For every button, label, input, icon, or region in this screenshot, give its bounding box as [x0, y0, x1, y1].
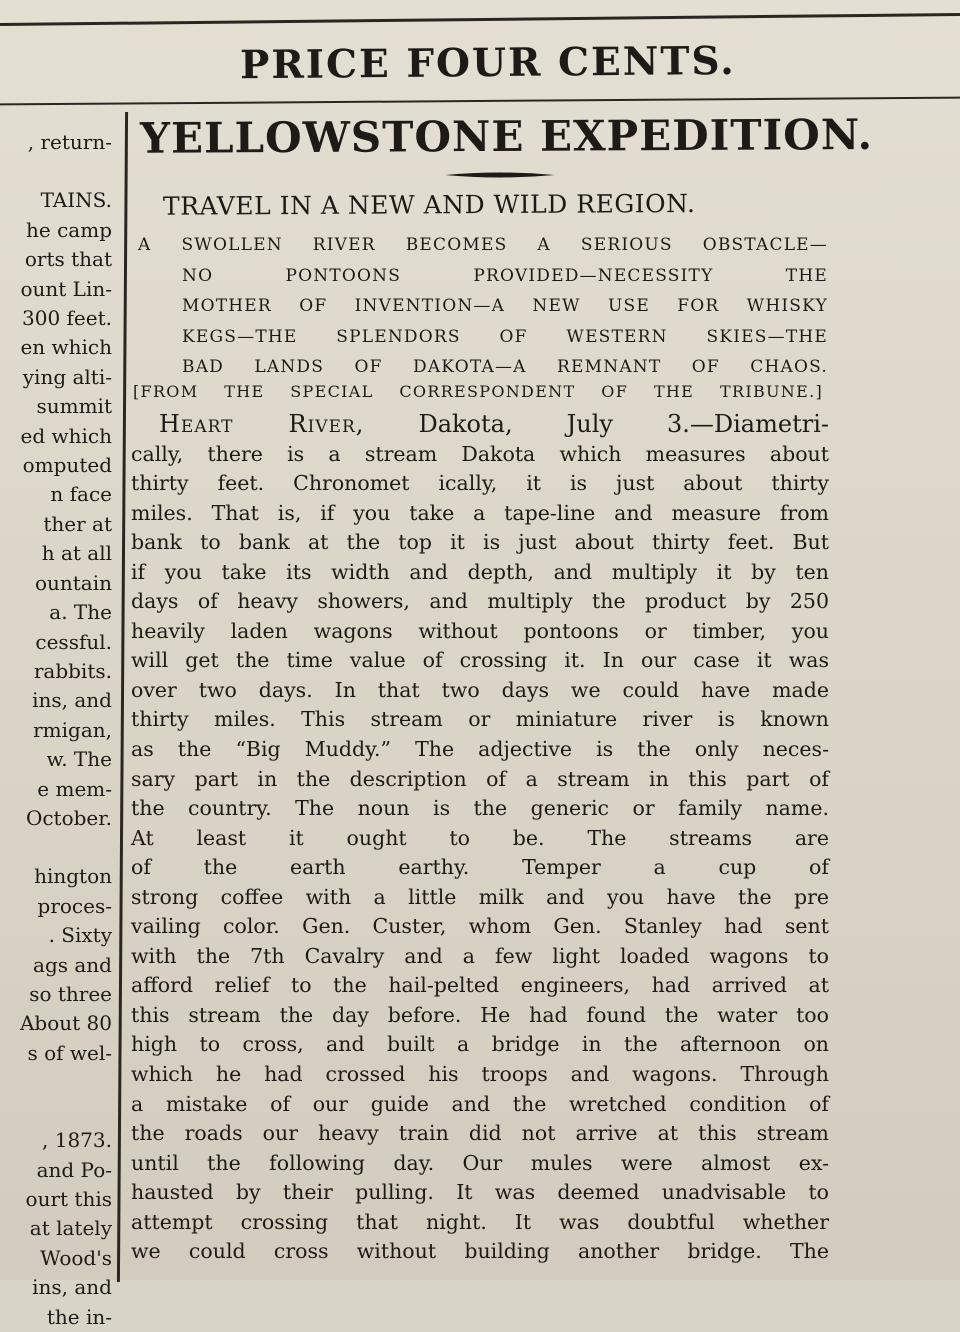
- left-column-line: proces-: [37, 893, 112, 918]
- body-line: heavily laden wagons without pontoons or timber, you: [131, 618, 829, 643]
- left-column-line: ther at: [43, 511, 112, 536]
- body-line: thirty miles. This stream or miniature river is known: [131, 707, 829, 732]
- body-line: a mistake of our guide and the wretched condition of: [131, 1091, 829, 1116]
- body-line: sary part in the description of a stream in this part of: [131, 766, 829, 791]
- left-column-line: ying alti-: [22, 364, 112, 389]
- left-column-line: at lately: [29, 1216, 112, 1241]
- left-column-line: so three: [29, 981, 112, 1006]
- body-line: cally, there is a stream Dakota which measures about: [131, 441, 829, 466]
- deck-line: NO PONTOONS PROVIDED—NECESSITY THE: [182, 265, 828, 286]
- body-line: miles. That is, if you take a tape-line and measure from: [131, 500, 829, 525]
- price-line: PRICE FOUR CENTS.: [239, 37, 736, 89]
- body-line: of the earth earthy. Temper a cup of: [131, 855, 829, 880]
- left-column-line: a. The: [49, 600, 112, 625]
- left-column-line: rabbits.: [33, 658, 112, 683]
- body-line: with the 7th Cavalry and a few light loaded wagons to: [131, 943, 829, 968]
- left-column-line: s of wel-: [27, 1040, 112, 1065]
- body-line: the roads our heavy train did not arrive at this stream: [131, 1121, 829, 1146]
- left-column-line: 300 feet.: [22, 306, 112, 331]
- body-line: At least it ought to be. The streams are: [131, 825, 829, 850]
- deck-line: A SWOLLEN RIVER BECOMES A SERIOUS OBSTACLE—: [138, 235, 828, 255]
- body-line: over two days. In that two days we could have made: [131, 677, 829, 702]
- headline-ornament: [445, 170, 555, 180]
- body-line: the country. The noun is the generic or family name.: [131, 796, 829, 821]
- left-column-line: TAINS.: [40, 188, 112, 213]
- body-line: if you take its width and depth, and multiply it by ten: [131, 559, 829, 584]
- left-column-line: ount Lin-: [20, 276, 112, 301]
- body-line: we could cross without building another bridge. The: [131, 1239, 829, 1264]
- body-line: bank to bank at the top it is just about thirty feet. But: [131, 530, 829, 555]
- correspondent-credit: [FROM THE SPECIAL CORRESPONDENT OF THE TRIBUNE.]: [133, 382, 823, 401]
- dateline-text: Dakota, July 3.—Diametri-: [418, 410, 829, 438]
- body-line: will get the time value of crossing it. In our case it was: [131, 648, 829, 673]
- headline: YELLOWSTONE EXPEDITION.: [139, 109, 874, 163]
- left-column-line: ags and: [33, 952, 112, 977]
- left-column-fragment: [0, 128, 112, 1332]
- body-line: as the “Big Muddy.” The adjective is the only neces-: [131, 737, 829, 762]
- body-line: afford relief to the hail-pelted engineers, had arrived at: [131, 973, 829, 998]
- body-line: until the following day. Our mules were almost ex-: [131, 1150, 829, 1175]
- left-column-line: ountain: [34, 570, 112, 595]
- left-column-line: [0, 157, 112, 186]
- left-column-line: h at all: [41, 541, 112, 566]
- left-column-line: ins, and: [32, 1275, 112, 1300]
- left-column-line: ourt this: [25, 1187, 112, 1211]
- column-rule: [117, 112, 128, 1282]
- body-line: vailing color. Gen. Custer, whom Gen. Stanley had sent: [131, 914, 829, 939]
- left-column-line: omputed: [22, 453, 112, 478]
- left-column-line: hington: [34, 864, 112, 889]
- left-column-line: , return-: [27, 130, 112, 154]
- left-column-line: and Po-: [36, 1157, 112, 1182]
- dateline-place: Heart River,: [159, 410, 365, 438]
- left-column-line: . Sixty: [48, 923, 112, 948]
- deck-line: MOTHER OF INVENTION—A NEW USE FOR WHISKY: [182, 296, 828, 316]
- left-column-line: Wood's: [40, 1245, 112, 1270]
- left-column-line: About 80: [19, 1011, 112, 1036]
- body-line: attempt crossing that night. It was doubtful whether: [131, 1209, 829, 1234]
- left-column-line: cessful.: [35, 629, 112, 654]
- body-line: strong coffee with a little milk and you have the pre: [131, 884, 829, 909]
- left-column-line: n face: [50, 482, 112, 507]
- left-column-line: [0, 833, 112, 862]
- body-line: days of heavy showers, and multiply the product by 250: [131, 589, 829, 614]
- left-column-line: en which: [20, 335, 112, 360]
- left-column-line: rmigan,: [33, 717, 112, 742]
- left-column-line: w. The: [46, 747, 112, 772]
- left-column-line: ed which: [20, 423, 112, 448]
- left-column-line: [0, 1097, 112, 1126]
- body-line: thirty feet. Chronomet ically, it is just about thirty: [131, 471, 829, 496]
- left-column-line: summit: [36, 394, 112, 419]
- article-body: [131, 410, 829, 1267]
- body-line: which he had crossed his troops and wagons. Through: [131, 1062, 829, 1087]
- deck-line: KEGS—THE SPLENDORS OF WESTERN SKIES—THE: [182, 326, 828, 347]
- left-column-line: the in-: [46, 1304, 112, 1329]
- left-column-line: ins, and: [32, 688, 112, 713]
- deck-summary: [138, 230, 828, 383]
- subheadline: TRAVEL IN A NEW AND WILD REGION.: [162, 188, 696, 221]
- left-column-line: orts that: [24, 247, 112, 272]
- body-line: hausted by their pulling. It was deemed unadvisable to: [131, 1180, 829, 1205]
- body-line: high to cross, and built a bridge in the afternoon on: [131, 1032, 829, 1057]
- left-column-line: [0, 1068, 112, 1097]
- left-column-line: October.: [25, 805, 112, 830]
- left-column-line: e mem-: [37, 776, 112, 801]
- deck-line: BAD LANDS OF DAKOTA—A REMNANT OF CHAOS.: [182, 357, 828, 377]
- left-column-line: he camp: [26, 217, 112, 242]
- left-column-line: , 1873.: [42, 1128, 112, 1153]
- body-line: this stream the day before. He had found the water too: [131, 1002, 829, 1027]
- dateline: [131, 410, 829, 440]
